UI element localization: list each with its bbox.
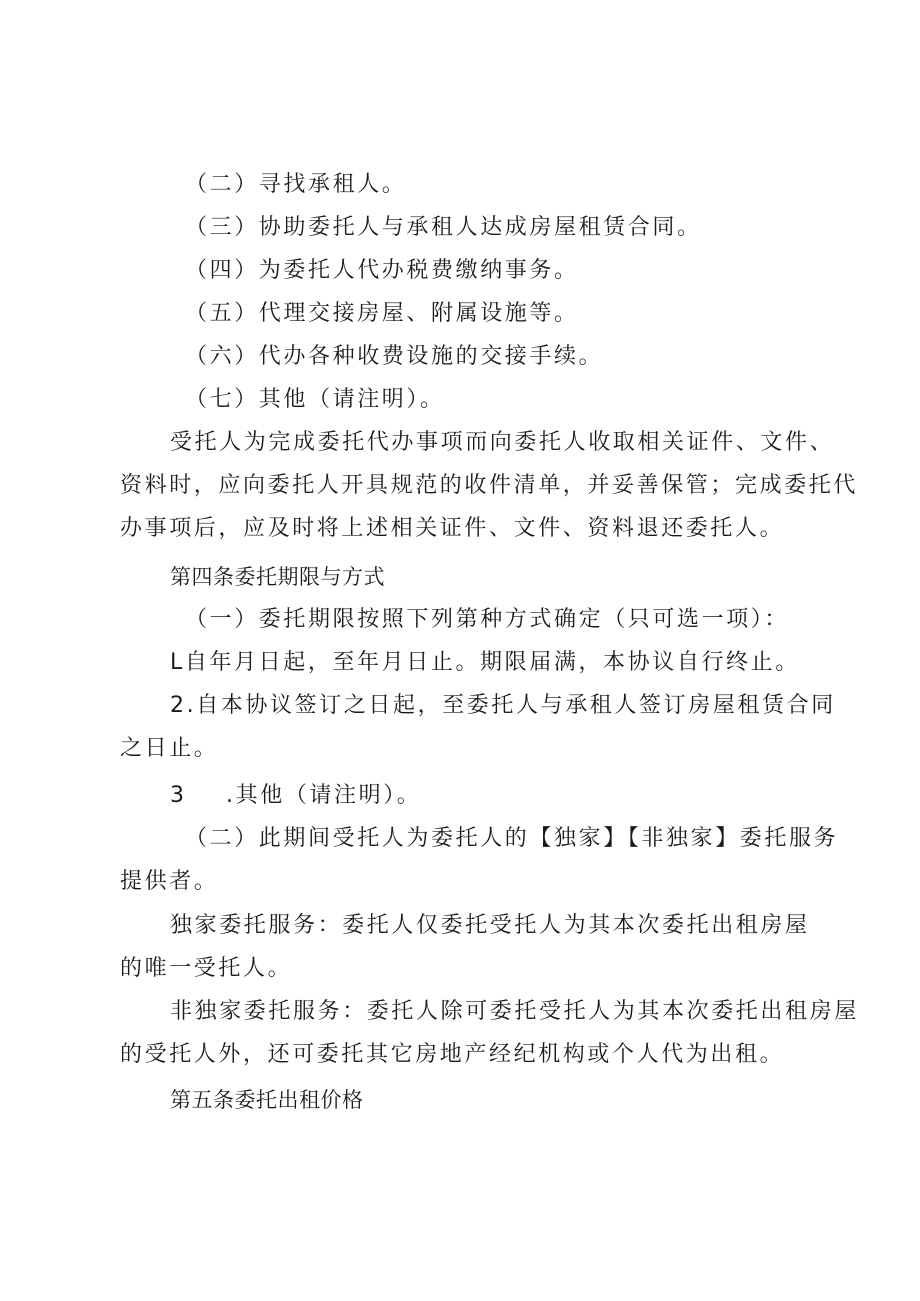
option-2-line: 2.自本协议签订之日起，至委托人与承租人签订房屋租赁合同 [170, 693, 836, 718]
article-5-heading: 第五条委托出租价格 [170, 1088, 364, 1112]
option-3-number: 3 [170, 783, 187, 808]
clause-item-3: （三）协助委托人与承租人达成房屋租赁合同。 [185, 215, 702, 240]
definition-line-cont: 的受托人外，还可委托其它房地产经纪机构或个人代为出租。 [120, 1042, 785, 1067]
paragraph-line: 受托人为完成委托代办事项而向委托人收取相关证件、文件、 [170, 430, 835, 455]
definition-line-cont: 的唯一受托人。 [120, 956, 293, 981]
option-3-text: .其他（请注明）。 [226, 783, 422, 808]
option-3-line [170, 781, 421, 811]
definition-line: 独家委托服务：委托人仅委托受托人为其本次委托出租房屋 [170, 913, 810, 938]
clause-item-2: （二）寻找承租人。 [185, 172, 407, 197]
paragraph-line: 办事项后，应及时将上述相关证件、文件、资料退还委托人。 [120, 516, 785, 541]
option-2-line-cont: 之日止。 [120, 736, 219, 761]
clause-item-4: （四）为委托人代办税费缴纳事务。 [185, 258, 579, 283]
clause-item-7: （七）其他（请注明）。 [185, 387, 445, 412]
option-1-line: L自年月日起，至年月日止。期限届满，本协议自行终止。 [170, 650, 800, 675]
clause-line: （二）此期间受托人为委托人的【独家】【非独家】委托服务 [185, 826, 839, 851]
clause-item-5: （五）代理交接房屋、附属设施等。 [185, 301, 579, 326]
definition-line: 非独家委托服务：委托人除可委托受托人为其本次委托出租房屋 [170, 999, 859, 1024]
clause-line: （一）委托期限按照下列第种方式确定（只可选一项）： [185, 607, 790, 632]
clause-line-cont: 提供者。 [120, 869, 219, 894]
article-4-heading: 第四条委托期限与方式 [170, 565, 385, 589]
paragraph-line: 资料时，应向委托人开具规范的收件清单，并妥善保管；完成委托代 [120, 473, 859, 498]
clause-item-6: （六）代办各种收费设施的交接手续。 [185, 344, 604, 369]
